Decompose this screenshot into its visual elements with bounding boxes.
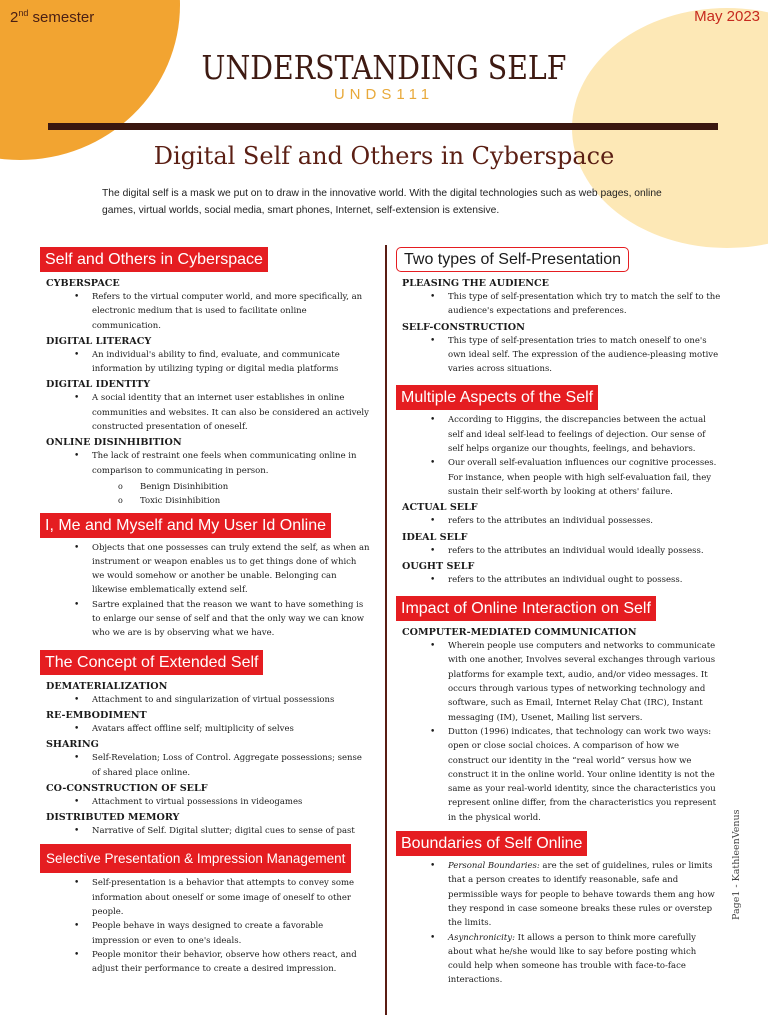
list-item: • Wherein people use computers and networks to communicate with one another, Involves several exchanges through various platforms for example text, audio, and/or video messages. It occurs through various types of networking technology and software, such as Email, Internet Relay Chat (IRC), Instant messaging (IM), Usenet, Mailing list servers.	[448, 639, 722, 725]
term-distributed-memory: DISTRIBUTED MEMORY	[46, 812, 180, 824]
intro-paragraph: The digital self is a mask we put on to draw in the innovative world. With the digital technologies such as web pages, online games, virtual worlds, social media, smart phones, Internet, self-extension is extensive.	[102, 188, 662, 216]
term-co-construction: CO-CONSTRUCTION OF SELF	[46, 782, 208, 794]
left-column	[40, 247, 370, 979]
list-item: • refers to the attributes an individual ought to possess.	[448, 573, 722, 587]
term-cmc: COMPUTER-MEDIATED COMMUNICATION	[402, 627, 637, 639]
page-title: UNDERSTANDING SELF	[201, 48, 567, 87]
list-item: • Objects that one possesses can truly extend the self, as when an instrument or weapon enables us to get things done of which we would somehow or another be unable. Belonging can likewise emblematically extend self.	[92, 541, 370, 598]
term-dematerialization: DEMATERIALIZATION	[46, 680, 168, 692]
boundary-term-asynchronicity: Asynchronicity:	[448, 932, 515, 943]
list-item: • Refers to the virtual computer world, and more specifically, an electronic medium that is used to facilitate online communication.	[92, 290, 370, 333]
term-actual-self: ACTUAL SELF	[402, 502, 478, 514]
list-item: • refers to the attributes an individual possesses.	[448, 514, 722, 528]
section-heading-impression-management: Selective Presentation & Impression Management	[40, 844, 351, 873]
section-heading-two-types: Two types of Self-Presentation	[396, 247, 629, 272]
term-self-construction: SELF-CONSTRUCTION	[402, 321, 525, 333]
list-item: • Avatars affect offline self; multiplicity of selves	[92, 722, 370, 736]
list-item: • Self-Revelation; Loss of Control. Aggregate possessions; sense of shared place online.	[92, 751, 370, 780]
term-digital-literacy: DIGITAL LITERACY	[46, 335, 152, 347]
section-heading-user-id-online: I, Me and Myself and My User Id Online	[40, 513, 331, 538]
list-item: • Attachment to and singularization of virtual possessions	[92, 693, 370, 707]
term-sharing: SHARING	[46, 739, 99, 751]
term-digital-identity: DIGITAL IDENTITY	[46, 379, 151, 391]
list-item: • Personal Boundaries: are the set of guidelines, rules or limits that a person creates to identify reasonable, safe and permissible ways for people to behave towards them ang how they respond in case someone breaks these rules or overstep the limits.	[448, 859, 722, 930]
sub-list-item: o Toxic Disinhibition	[140, 494, 370, 508]
list-item: • refers to the attributes an individual would ideally possess.	[448, 544, 722, 558]
semester-label: 2nd semester	[10, 8, 95, 26]
header-divider	[48, 123, 718, 130]
section-heading-boundaries: Boundaries of Self Online	[396, 831, 587, 856]
course-code: UNDS111	[333, 86, 435, 103]
term-cyberspace: CYBERSPACE	[46, 278, 120, 289]
list-item: • Dutton (1996) indicates, that technology can work two ways: open or close social choices. A comparison of how we construct our identity in the “real world” versus how we construct it in the online world. Your online identity is not the same as your real-world identity, since the characteristics you represent online differ, from the characteristics you represent in the physical world.	[448, 725, 722, 825]
list-item: • A social identity that an internet user establishes in online communities and websites. It can also be considered an actively constructed presentation of oneself.	[92, 391, 370, 434]
right-column	[396, 247, 722, 990]
list-item: • According to Higgins, the discrepancies between the actual self and ideal self-lead to feelings of dejection. Our sense of self helps organize our thoughts, feelings, and behaviors.	[448, 413, 722, 456]
column-divider	[385, 245, 387, 1015]
section-heading-self-and-others: Self and Others in Cyberspace	[40, 247, 268, 272]
page-footer: Page1 - KathleenVenus	[731, 809, 742, 920]
list-item: • Self-presentation is a behavior that attempts to convey some information about oneself or some image of oneself to other people.	[92, 876, 370, 919]
section-heading-online-interaction: Impact of Online Interaction on Self	[396, 596, 656, 621]
list-item: • An individual's ability to find, evaluate, and communicate information by utilizing typing or digital media platforms	[92, 348, 370, 377]
date-label: May 2023	[694, 8, 760, 25]
term-online-disinhibition: ONLINE DISINHIBITION	[46, 437, 182, 449]
list-item: • People behave in ways designed to create a favorable impression or even to one's ideals.	[92, 919, 370, 948]
list-item: • People monitor their behavior, observe how others react, and adjust their performance to create a desired impression.	[92, 948, 370, 977]
term-pleasing-audience: PLEASING THE AUDIENCE	[402, 278, 549, 289]
term-re-embodiment: RE-EMBODIMENT	[46, 709, 147, 721]
list-item: • The lack of restraint one feels when communicating online in comparison to communicating in person.	[92, 449, 370, 478]
document-title: Digital Self and Others in Cyberspace	[153, 142, 615, 170]
list-item: • Attachment to virtual possessions in videogames	[92, 795, 370, 809]
section-heading-extended-self: The Concept of Extended Self	[40, 650, 263, 675]
list-item: • Sartre explained that the reason we want to have something is to enlarge our sense of self and that the only way we can know who we are is by observing what we have.	[92, 598, 370, 641]
term-ideal-self: IDEAL SELF	[402, 531, 468, 543]
boundary-term-personal: Personal Boundaries:	[448, 861, 540, 872]
list-item: • This type of self-presentation tries to match oneself to one's own ideal self. The expression of the audience-pleasing motive varies across situations.	[448, 334, 722, 377]
list-item: • This type of self-presentation which try to match the self to the audience's expectations and preferences.	[448, 290, 722, 319]
list-item: • Our overall self-evaluation influences our cognitive processes. For instance, when people with high self-evaluation fail, they sustain their self-worth by looking at others' failure.	[448, 456, 722, 499]
term-ought-self: OUGHT SELF	[402, 560, 475, 572]
sub-list-item: o Benign Disinhibition	[140, 480, 370, 494]
list-item: • Asynchronicity: It allows a person to think more carefully about what he/she would like to say before posting which could help when someone has trouble with face-to-face interactions.	[448, 931, 722, 988]
list-item: • Narrative of Self. Digital slutter; digital cues to sense of past	[92, 824, 370, 838]
section-heading-multiple-aspects: Multiple Aspects of the Self	[396, 385, 598, 410]
